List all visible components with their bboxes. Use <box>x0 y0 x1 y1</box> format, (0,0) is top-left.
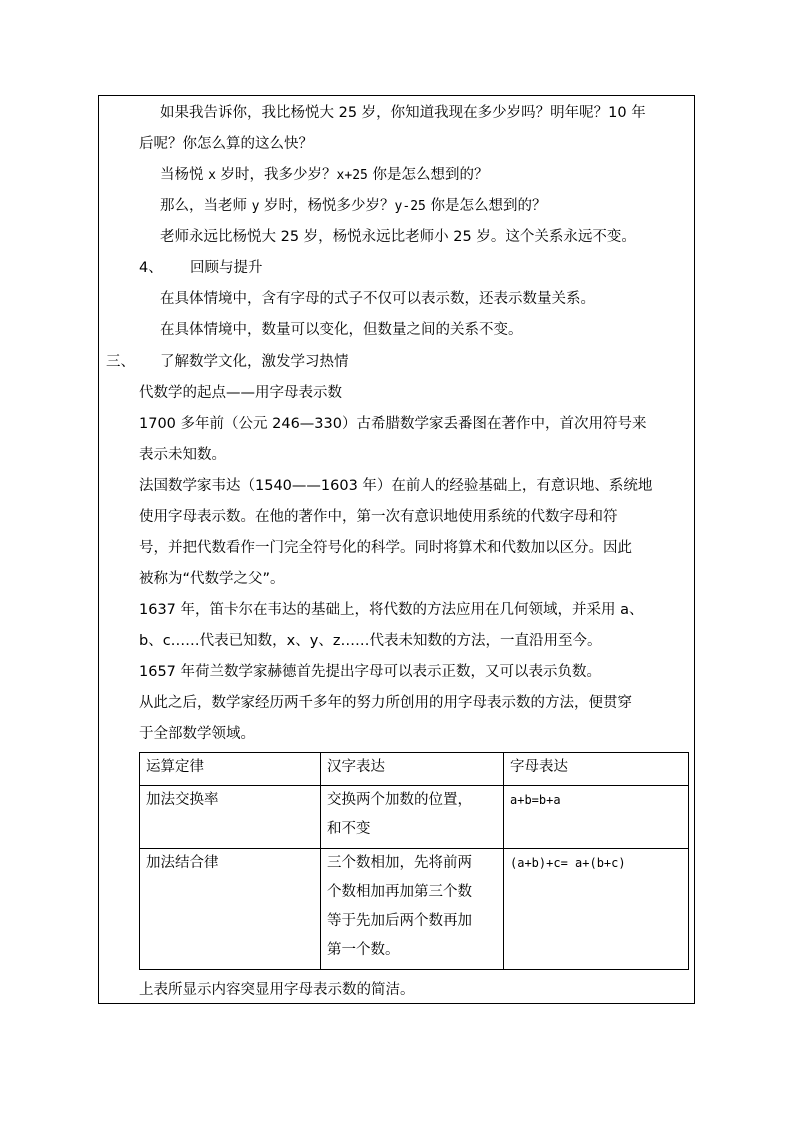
text-line: 老师永远比杨悦大 25 岁，杨悦永远比老师小 25 岁。这个关系永远不变。 <box>160 229 636 245</box>
text-line: 代数学的起点——用字母表示数 <box>139 385 342 401</box>
table-cell-text: 三个数相加，先将前两 个数相加再加第三个数 等于先加后两个数再加 第一个数。 <box>321 849 504 970</box>
section-number: 三、 <box>106 354 135 370</box>
text-line: 被称为“代数学之父”。 <box>139 571 285 587</box>
table-cell-law: 加法结合律 <box>140 849 321 970</box>
text-line: 当杨悦 x 岁时，我多少岁？x+25 你是怎么想到的？ <box>160 167 489 183</box>
text-line: 后呢？你怎么算的这么快？ <box>139 136 313 152</box>
table-cell-law: 加法交换率 <box>140 786 321 849</box>
table-cell-text: 交换两个加数的位置， 和不变 <box>321 786 504 849</box>
text-line: 从此之后，数学家经历两千多年的努力所创用的用字母表示数的方法，便贯穿 <box>139 695 632 711</box>
text-line: 使用字母表示数。在他的著作中，第一次有意识地使用系统的代数字母和符 <box>139 509 618 525</box>
text-line: 号，并把代数看作一门完全符号化的科学。同时将算术和代数加以区分。因此 <box>139 540 632 556</box>
text-line: 1637 年，笛卡尔在韦达的基础上，将代数的方法应用在几何领域，并采用 a、 <box>139 602 644 618</box>
text-line: 表示未知数。 <box>139 447 226 463</box>
table-cell-formula: (a+b)+c= a+(b+c) <box>504 849 689 970</box>
table-header-cell: 运算定律 <box>140 753 321 786</box>
text-line: b、c……代表已知数，x、y、z……代表未知数的方法，一直沿用至今。 <box>139 633 602 649</box>
text-line: 1657 年荷兰数学家赫德首先提出字母可以表示正数，又可以表示负数。 <box>139 664 602 680</box>
section-title: 了解数学文化，激发学习热情 <box>160 354 349 370</box>
text-line: 那么，当老师 y 岁时，杨悦多少岁？y-25 你是怎么想到的？ <box>160 198 547 214</box>
table-row <box>140 786 689 849</box>
table-row <box>140 849 689 970</box>
table-cell-formula: a+b=b+a <box>504 786 689 849</box>
table-header-cell: 字母表达 <box>504 753 689 786</box>
text-line: 在具体情境中，含有字母的式子不仅可以表示数，还表示数量关系。 <box>160 291 595 307</box>
text-line: 于全部数学领域。 <box>139 726 255 742</box>
table-header-cell: 汉字表达 <box>321 753 504 786</box>
text-line: 如果我告诉你，我比杨悦大 25 岁，你知道我现在多少岁吗？明年呢？10 年 <box>160 105 646 121</box>
text-line: 在具体情境中，数量可以变化，但数量之间的关系不变。 <box>160 322 523 338</box>
text-line: 法国数学家韦达（1540——1603 年）在前人的经验基础上，有意识地、系统地 <box>139 478 653 494</box>
section-number: 4、 <box>139 260 163 276</box>
section-title: 回顾与提升 <box>190 260 263 276</box>
text-line: 1700 多年前（公元 246—330）古希腊数学家丢番图在著作中，首次用符号来 <box>139 416 647 432</box>
table-header-row <box>140 753 689 786</box>
operation-laws-table <box>139 752 689 970</box>
text-line: 上表所显示内容突显用字母表示数的简洁。 <box>139 982 415 998</box>
